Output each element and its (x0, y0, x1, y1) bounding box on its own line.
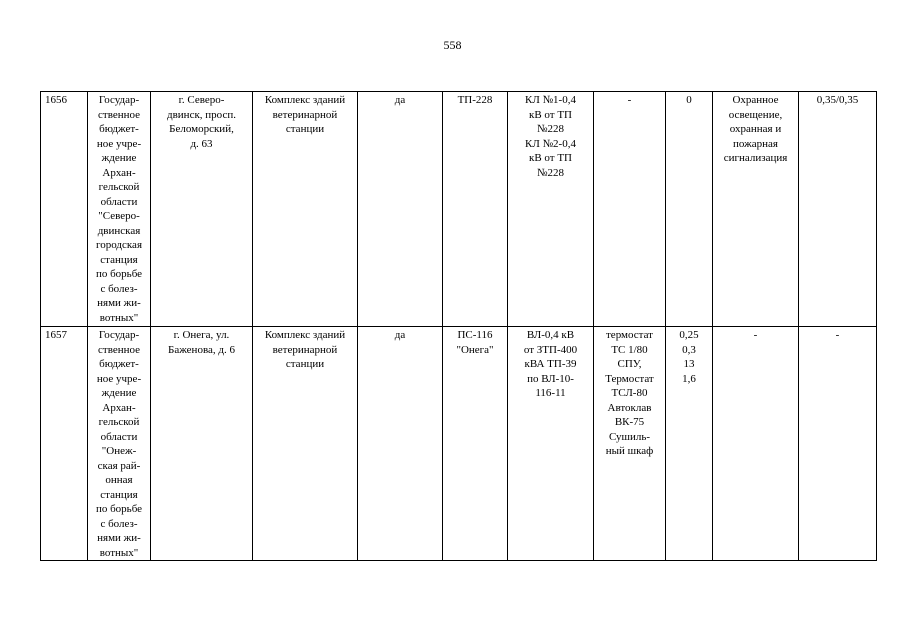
cell-line: ственное (98, 343, 140, 356)
object-cell (253, 92, 358, 327)
cell-line: ное учре- (96, 137, 142, 150)
address-cell (151, 92, 253, 327)
cell-line: д. 63 (190, 137, 213, 150)
registry-table (40, 91, 877, 561)
cell-line: Государ- (98, 94, 140, 106)
cell-line: охранная и (729, 123, 782, 135)
power-line-cell (508, 327, 594, 561)
cell-line: ный шкаф (605, 445, 654, 457)
cell-line: Беломорский, (169, 123, 234, 135)
cell-line: гельской (98, 181, 140, 193)
cell-line: 13 (683, 358, 695, 370)
substation-cell (443, 327, 508, 561)
cell-line: ТП-228 (457, 94, 493, 106)
table-row (41, 327, 877, 561)
cell-line: СПУ, (617, 358, 642, 370)
security-cell (713, 327, 799, 561)
cell-line: Государ- (98, 329, 140, 341)
cell-line: кВА ТП-39 (524, 358, 577, 370)
cell-line: "Онега" (456, 343, 494, 356)
cell-line: 0,3 (682, 343, 696, 356)
cell-line: от ЗТП-400 (523, 343, 578, 356)
cell-line: кВ от ТП (528, 108, 572, 121)
cell-line: сигнализация (723, 152, 788, 164)
equipment-cell (594, 92, 666, 327)
cell-line: ждение (101, 152, 137, 164)
cell-line: Термостат (605, 372, 654, 385)
cell-line: нями жи- (97, 532, 141, 544)
cell-line: термостат (606, 329, 653, 341)
cell-line: г. Северо- (178, 94, 225, 106)
power-value-cell (666, 327, 713, 561)
cell-line: станция (100, 253, 138, 266)
cell-line: Сушиль- (608, 430, 651, 443)
cell-line: по борьбе (95, 268, 143, 280)
substation-cell (443, 92, 508, 327)
cell-line: станции (285, 123, 325, 135)
cell-line: станции (285, 358, 325, 370)
cell-line: Комплекс зданий (264, 94, 346, 106)
page-number: 558 (443, 38, 462, 52)
cell-line: ветеринарной (272, 108, 338, 121)
row-number-cell: 1656 (41, 92, 88, 327)
cell-line: по ВЛ-10- (527, 372, 574, 385)
value-cell (799, 92, 877, 327)
cell-line: "Онеж- (101, 445, 137, 457)
cell-line: КЛ №1-0,4 (525, 94, 576, 106)
cell-line: г. Онега, ул. (173, 329, 230, 341)
cell-line: ветеринарной (272, 343, 338, 356)
cell-line: онная (105, 474, 133, 486)
cell-line: 0,35/0,35 (816, 94, 859, 106)
cell-line: 0 (686, 94, 692, 106)
power-value-cell (666, 92, 713, 327)
value-cell (799, 327, 877, 561)
cell-line: городская (95, 239, 143, 251)
object-cell (253, 327, 358, 561)
cell-line: "Северо- (98, 210, 140, 222)
row-number-cell: 1657 (41, 327, 88, 561)
cell-line: Автоклав (607, 401, 652, 414)
cell-line: освещение, (728, 108, 783, 121)
cell-line: по борьбе (95, 503, 143, 515)
table-row (41, 92, 877, 327)
cell-line: вотных" (99, 546, 139, 559)
cell-line: двинская (97, 224, 141, 237)
cell-line: ВЛ-0,4 кВ (526, 329, 575, 341)
cell-line: ская рай- (97, 459, 141, 472)
cell-line: №228 (537, 123, 564, 135)
flag-cell: да (358, 327, 443, 561)
cell-line: Архан- (102, 166, 136, 179)
flag-cell: да (358, 92, 443, 327)
cell-line: №228 (537, 166, 564, 179)
cell-line: Баженова, д. 6 (168, 343, 235, 356)
cell-line: области (100, 195, 138, 208)
cell-line: бюджет- (99, 358, 139, 370)
cell-line: области (100, 430, 138, 443)
cell-line: станция (100, 488, 138, 501)
owner-cell (88, 92, 151, 327)
cell-line: ждение (101, 387, 137, 399)
cell-line: Архан- (102, 401, 136, 414)
cell-line: ПС-116 (457, 329, 493, 341)
table-body (41, 92, 877, 561)
cell-line: Комплекс зданий (264, 329, 346, 341)
cell-line: 116-11 (535, 387, 566, 399)
cell-line: - (835, 329, 840, 341)
cell-line: ТСЛ-80 (611, 387, 648, 399)
cell-line: гельской (98, 416, 140, 428)
cell-line: ТС 1/80 (611, 343, 648, 356)
owner-cell (88, 327, 151, 561)
cell-line: ственное (98, 108, 140, 121)
cell-line: нями жи- (97, 297, 141, 309)
cell-line: ВК-75 (614, 416, 645, 428)
cell-line: вотных" (99, 311, 139, 324)
cell-line: 0,25 (679, 329, 699, 341)
cell-line: ное учре- (96, 372, 142, 385)
equipment-cell (594, 327, 666, 561)
cell-line: - (627, 94, 632, 106)
cell-line: бюджет- (99, 123, 139, 135)
cell-line: пожарная (733, 137, 778, 150)
cell-line: с болез- (100, 517, 138, 530)
cell-line: КЛ №2-0,4 (525, 137, 576, 150)
address-cell (151, 327, 253, 561)
cell-line: - (753, 329, 758, 341)
cell-line: 1,6 (682, 372, 696, 385)
cell-line: с болез- (100, 282, 138, 295)
security-cell (713, 92, 799, 327)
cell-line: кВ от ТП (528, 152, 572, 164)
cell-line: двинск, просп. (167, 108, 236, 121)
cell-line: Охранное (732, 94, 779, 106)
power-line-cell (508, 92, 594, 327)
